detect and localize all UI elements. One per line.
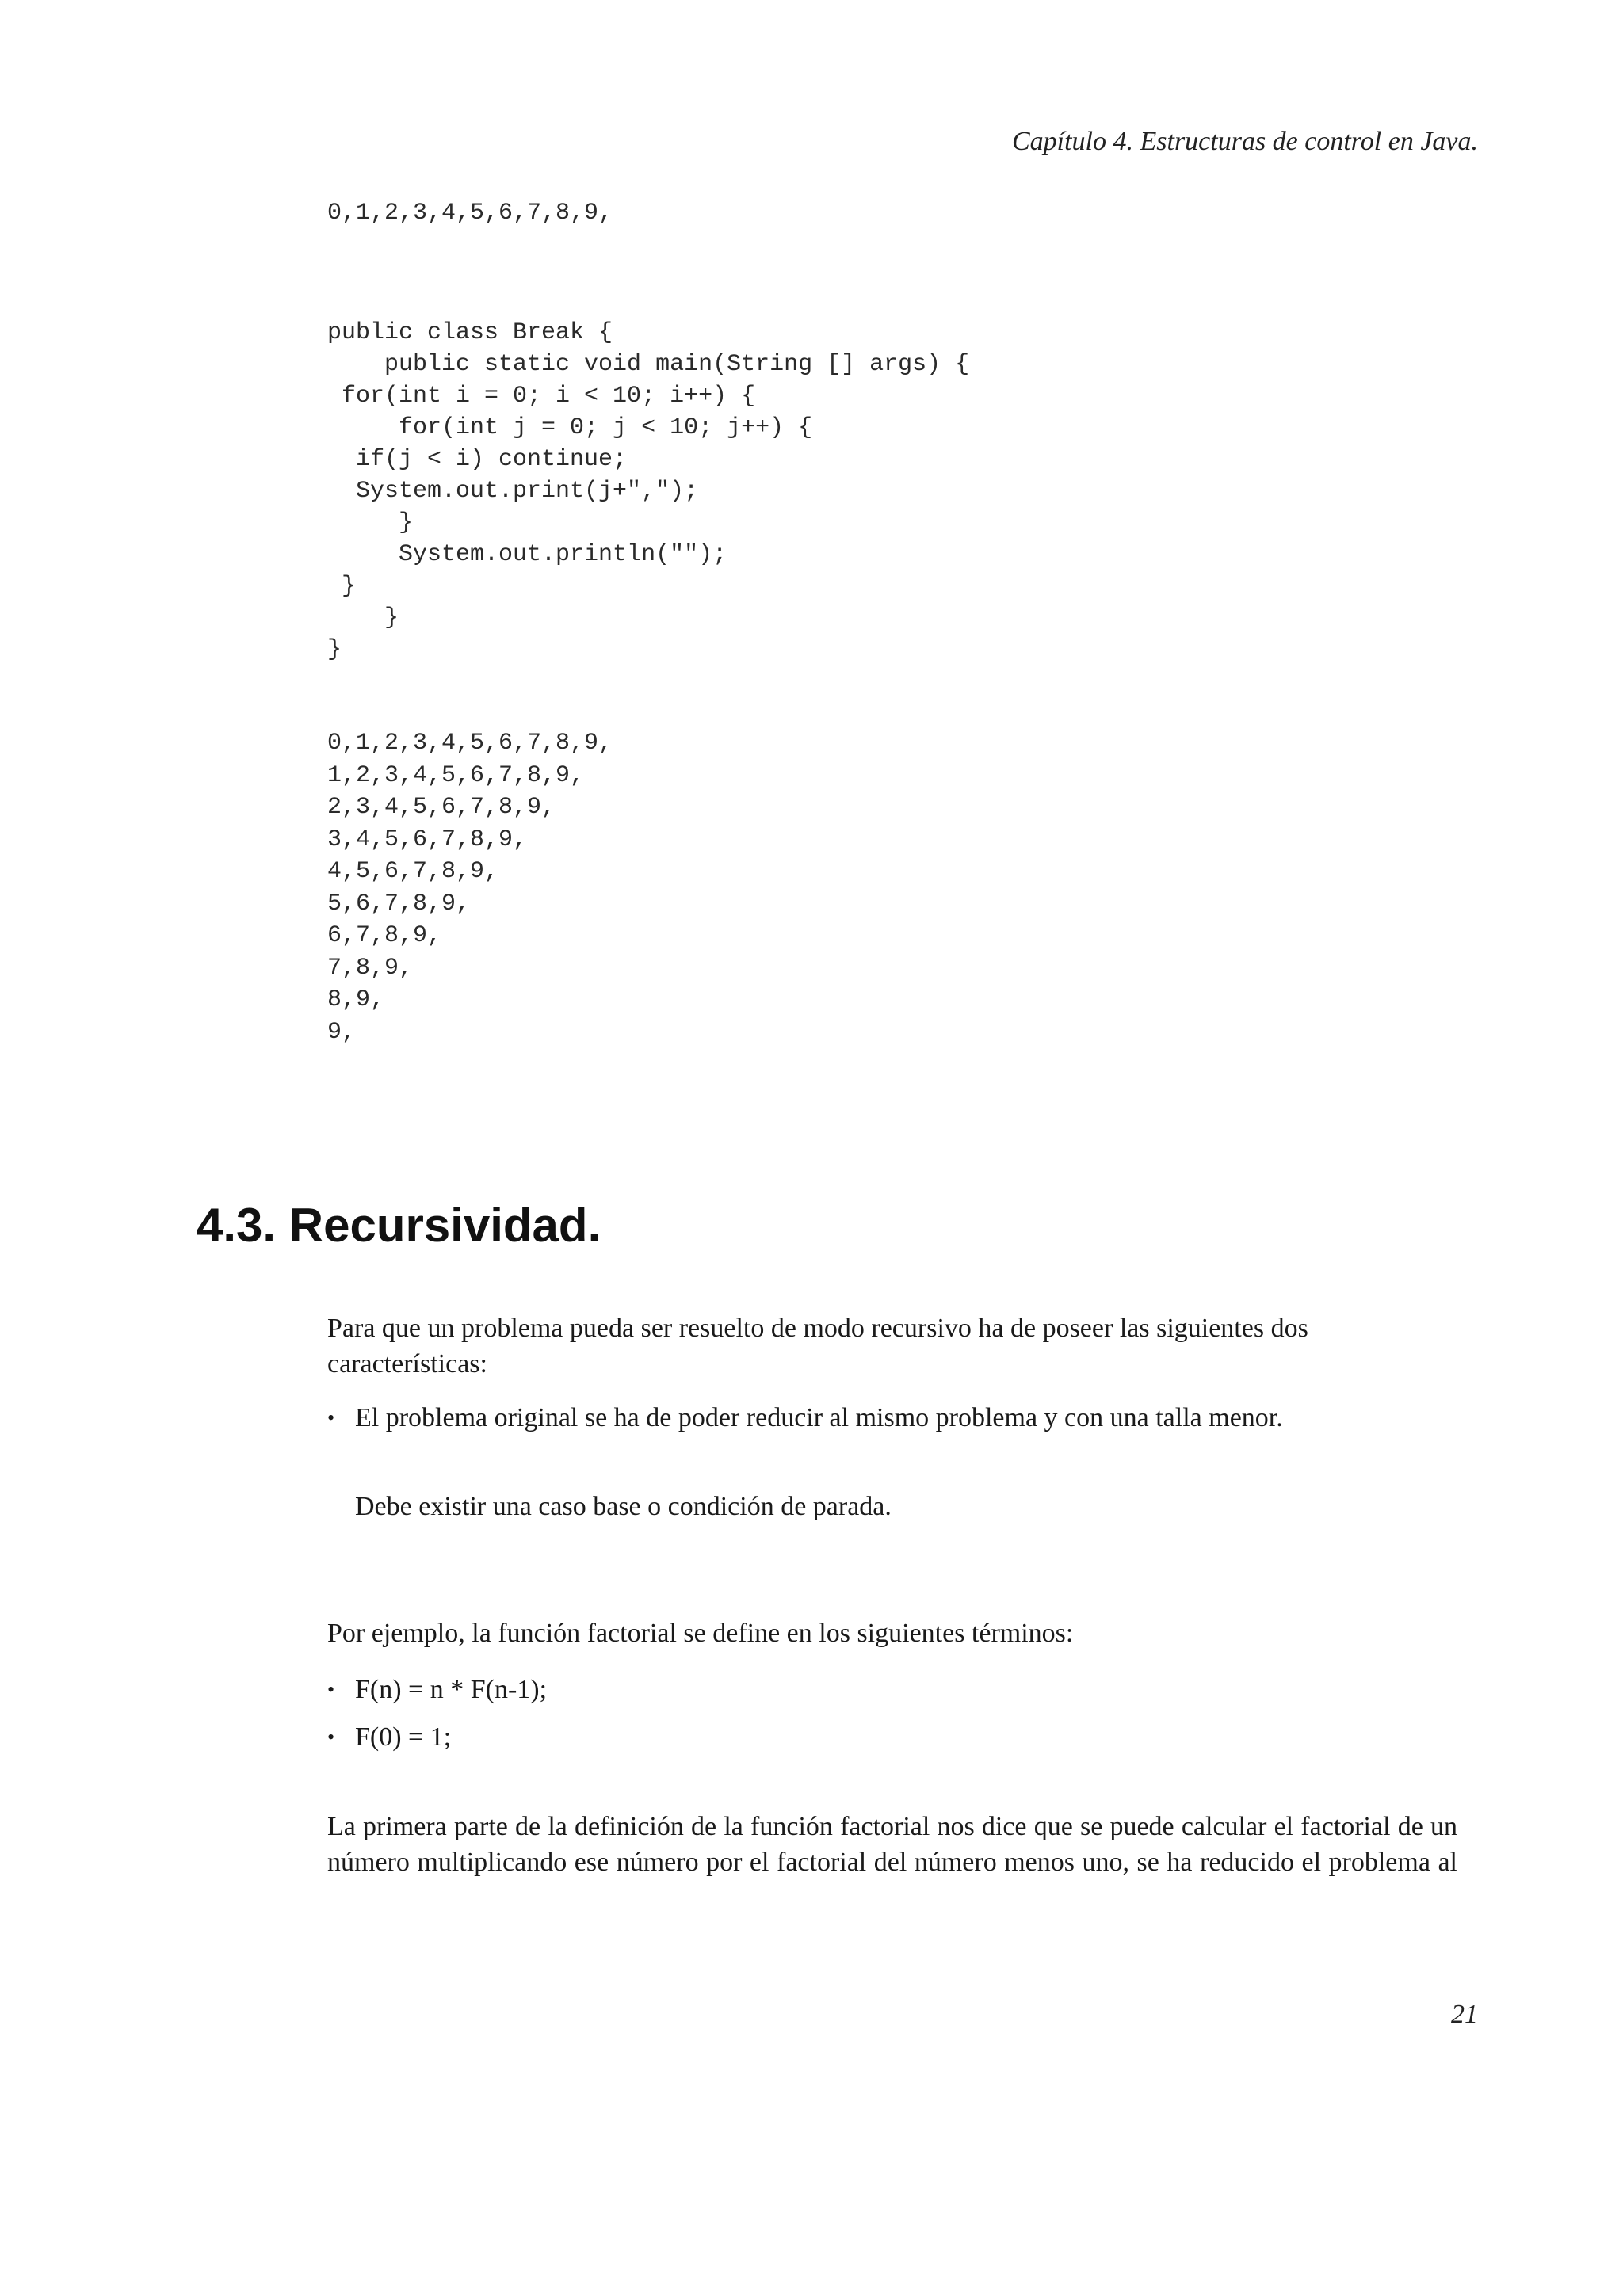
factorial-explanation <box>327 1809 1484 1880</box>
bullet-dot: • <box>327 1678 335 1701</box>
explanation-line-2: número multiplicando ese número por el factorial del número menos uno, se ha reducido el problema al <box>327 1848 1457 1877</box>
section-title: 4.3. Recursividad. <box>197 1199 601 1252</box>
output-line: 8,9, <box>327 986 385 1013</box>
code-line: for(int i = 0; i < 10; i++) { <box>327 383 756 410</box>
page-number: 21 <box>1451 2000 1478 2029</box>
output-line: 3,4,5,6,7,8,9, <box>327 826 528 853</box>
bullet-text: Debe existir una caso base o condición de parada. <box>355 1492 892 1521</box>
code-line: } <box>327 509 414 536</box>
code-line: for(int j = 0; j < 10; j++) { <box>327 414 813 441</box>
output-line: 1,2,3,4,5,6,7,8,9, <box>327 761 585 789</box>
code-line: } <box>327 573 357 600</box>
output-line: 9, <box>327 1018 357 1046</box>
intro-paragraph <box>327 1310 1484 1382</box>
example-intro: Por ejemplo, la función factorial se define en los siguientes términos: <box>327 1619 1074 1648</box>
code-line: System.out.print(j+","); <box>327 478 699 505</box>
bullet-text: El problema original se ha de poder reducir al mismo problema y con una talla menor. <box>355 1403 1283 1432</box>
intro-line-1: Para que un problema pueda ser resuelto de modo recursivo ha de poseer las siguientes dos <box>327 1314 1308 1343</box>
output-line: 5,6,7,8,9, <box>327 890 471 917</box>
bullet-dot: • <box>327 1726 335 1749</box>
code-line: System.out.println(""); <box>327 541 727 568</box>
formula-text: F(0) = 1; <box>355 1722 452 1752</box>
output-line: 2,3,4,5,6,7,8,9, <box>327 794 556 821</box>
program-output-previous: 0,1,2,3,4,5,6,7,8,9, <box>327 200 613 227</box>
output-line: 7,8,9, <box>327 954 414 982</box>
running-header: Capítulo 4. Estructuras de control en Java. <box>1011 127 1478 156</box>
code-line: } <box>327 636 342 663</box>
code-line: if(j < i) continue; <box>327 446 628 473</box>
output-line: 0,1,2,3,4,5,6,7,8,9, <box>327 730 613 757</box>
program-output <box>327 727 613 1048</box>
output-line: 4,5,6,7,8,9, <box>327 858 499 885</box>
explanation-line-1: La primera parte de la definición de la función factorial nos dice que se puede calcular el factorial de un <box>327 1812 1457 1841</box>
output-line: 6,7,8,9, <box>327 922 442 949</box>
code-line: public class Break { <box>327 319 613 346</box>
intro-line-2: características: <box>327 1349 487 1379</box>
code-line: public static void main(String [] args) { <box>327 351 970 378</box>
formula-text: F(n) = n * F(n-1); <box>355 1675 548 1704</box>
code-listing-break <box>327 317 969 666</box>
code-line: } <box>327 605 399 631</box>
bullet-dot: • <box>327 1406 335 1429</box>
